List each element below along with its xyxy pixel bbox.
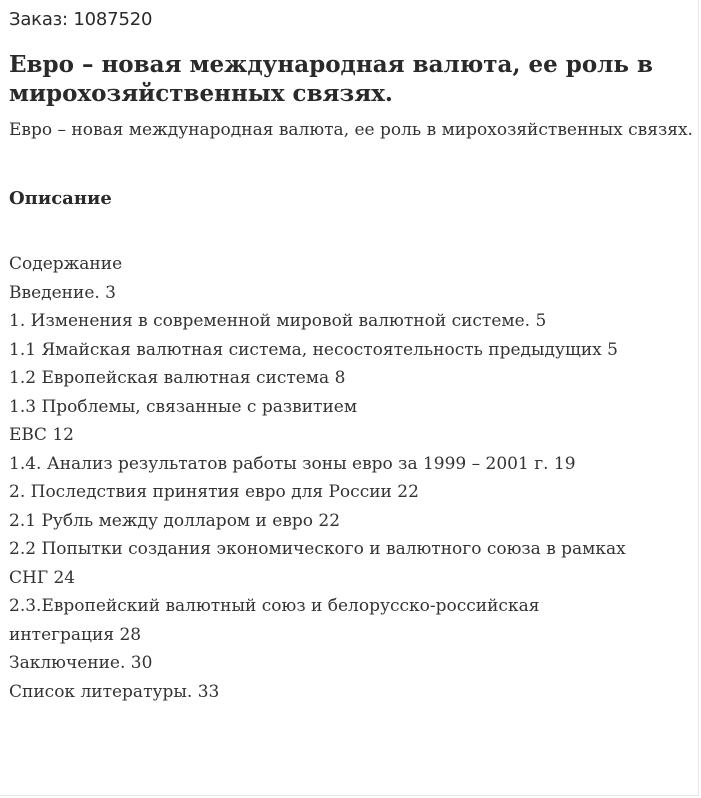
contents-line: Содержание (9, 254, 123, 274)
contents-line: интеграция 28 (9, 624, 142, 645)
description-heading: Описание (9, 188, 112, 209)
contents-line: 1.1 Ямайская валютная система, несостоятельность предыдущих 5 (9, 339, 618, 360)
contents-line: 1.4. Анализ результатов работы зоны евро за 1999 – 2001 г. 19 (9, 453, 576, 474)
contents-line: Введение. 3 (9, 282, 116, 303)
page-title: Евро – новая международная валюта, ее роль в мирохозяйственных связях. (9, 51, 653, 107)
contents-line: 2.3.Европейский валютный союз и белорусско-российская (9, 596, 540, 616)
contents-line: ЕВС 12 (9, 425, 74, 445)
page-subtitle: Евро – новая международная валюта, ее роль в мирохозяйственных связях. (9, 120, 693, 140)
order-number: Заказ: 1087520 (9, 9, 153, 30)
contents-line: 2.2 Попытки создания экономического и валютного союза в рамках (9, 539, 626, 559)
contents-line: 2.1 Рубль между долларом и евро 22 (9, 510, 341, 531)
contents-line: 2. Последствия принятия евро для России 22 (9, 482, 419, 502)
contents-line: СНГ 24 (9, 567, 76, 588)
contents-line: Заключение. 30 (9, 653, 153, 673)
contents-line: 1.3 Проблемы, связанные с развитием (9, 396, 358, 417)
contents-line: Список литературы. 33 (9, 681, 220, 702)
contents-line: 1. Изменения в современной мировой валютной системе. 5 (9, 311, 547, 331)
table-of-contents (9, 250, 693, 706)
contents-line: 1.2 Европейская валютная система 8 (9, 368, 346, 388)
